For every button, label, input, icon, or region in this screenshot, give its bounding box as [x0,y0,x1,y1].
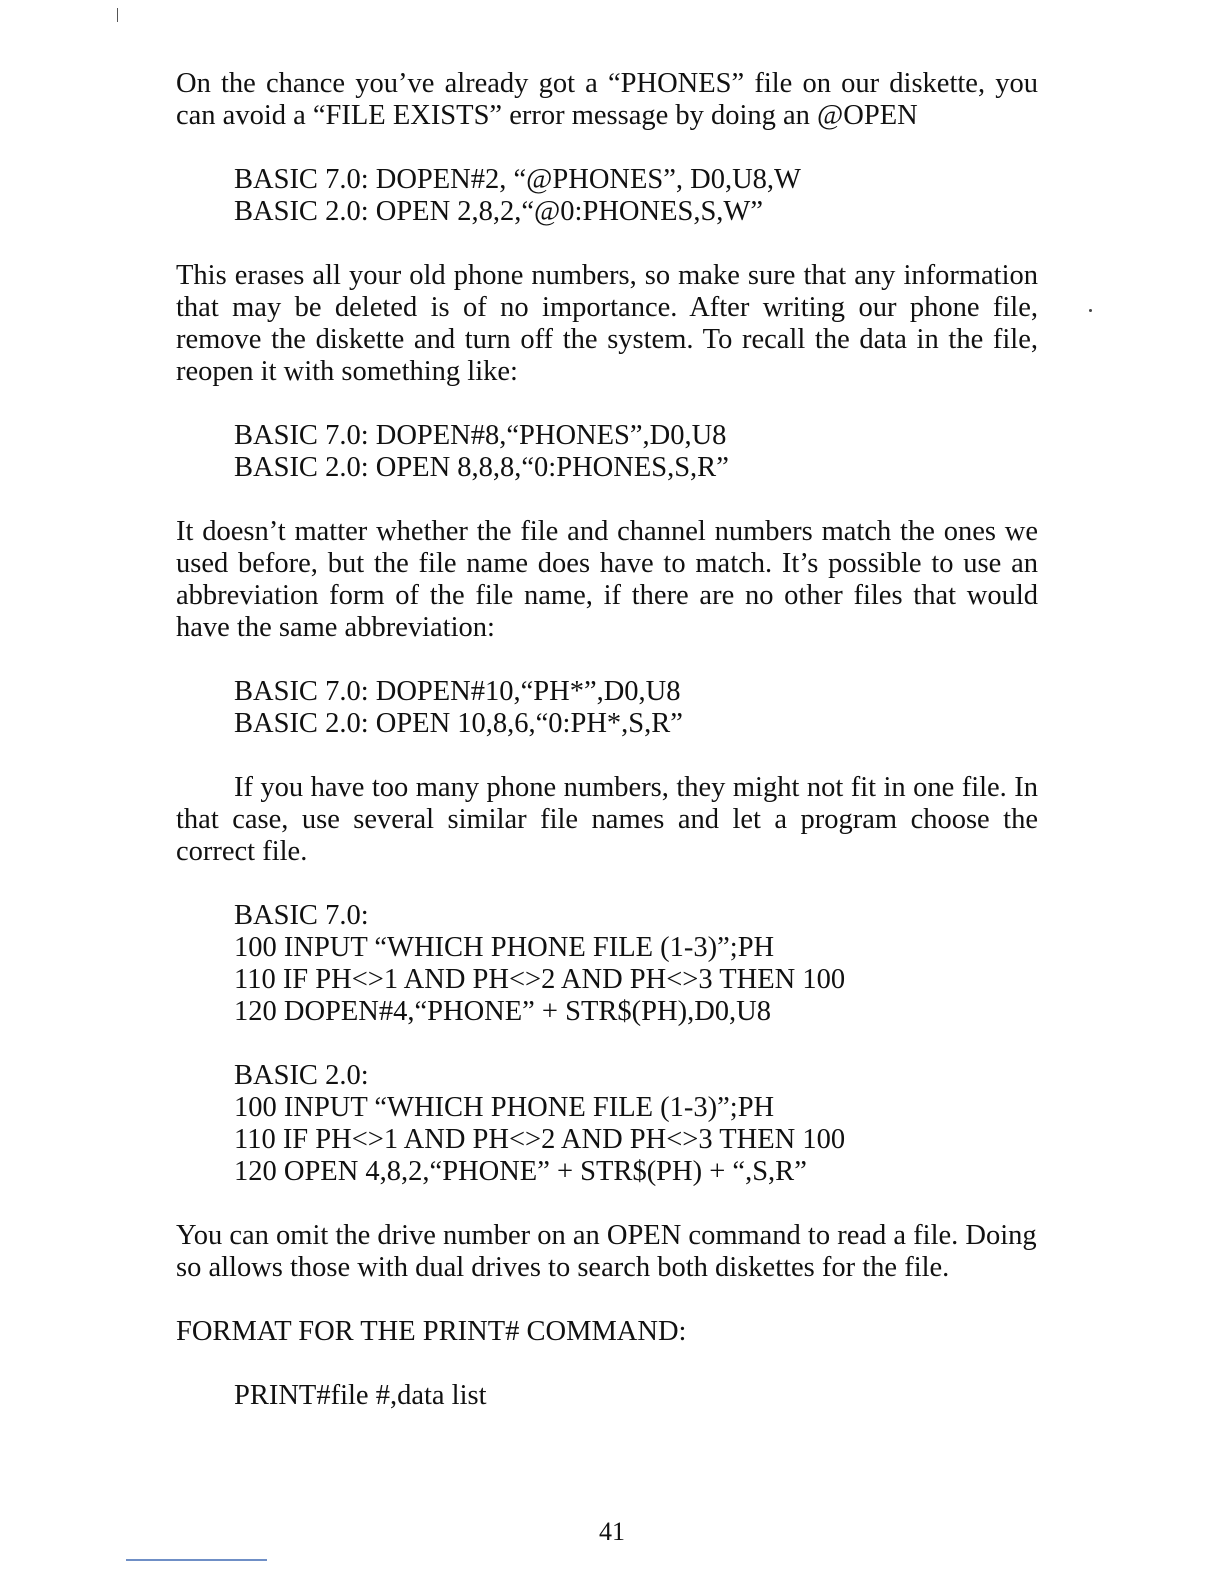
code-line: BASIC 7.0: DOPEN#2, “@PHONES”, D0,U8,W [234,164,801,195]
code-line: 120 OPEN 4,8,2,“PHONE” + STR$(PH) + “,S,R” [234,1156,807,1187]
code-block-basic7-program [176,900,1038,1028]
page-number: 41 [599,1517,625,1546]
code-block-abbreviation [176,676,1038,740]
paragraph-file-name-match: It doesn’t matter whether the file and channel numbers match the ones we used before, but the file name does have to match. It’s possible to use an abbreviation form of the file name, if there are no other files that would have the same abbreviation: [176,516,1038,643]
spacer [176,868,1038,900]
spacer [176,1284,1038,1316]
code-block-open-write [176,164,1038,228]
code-line: 100 INPUT “WHICH PHONE FILE (1-3)”;PH [234,932,775,963]
paragraph-many-numbers: If you have too many phone numbers, they might not fit in one file. In that case, use several similar file names and let a program choose the correct file. [176,772,1038,867]
code-block-print-format [176,1380,1038,1412]
code-line: BASIC 2.0: OPEN 8,8,8,“0:PHONES,S,R” [234,452,729,483]
scan-speck [1089,309,1092,312]
paragraph-omit-drive: You can omit the drive number on an OPEN command to read a file. Doing so allows those with dual drives to search both diskettes for the file. [176,1220,1037,1283]
margin-mark [117,8,118,22]
code-line: PRINT#file #,data list [234,1380,487,1411]
spacer [176,1188,1038,1220]
paragraph-phones-file: On the chance you’ve already got a “PHONES” file on our diskette, you can avoid a “FILE EXISTS” error message by doing an @OPEN [176,68,1038,131]
code-line: BASIC 7.0: DOPEN#10,“PH*”,D0,U8 [234,676,681,707]
code-line: 120 DOPEN#4,“PHONE” + STR$(PH),D0,U8 [234,996,771,1027]
code-line: BASIC 7.0: DOPEN#8,“PHONES”,D0,U8 [234,420,727,451]
spacer [176,132,1038,164]
code-line: BASIC 7.0: [234,900,369,931]
spacer [176,1028,1038,1060]
code-line: BASIC 2.0: OPEN 2,8,2,“@0:PHONES,S,W” [234,196,763,227]
footer-rule [126,1559,267,1561]
page-body [176,68,1038,1412]
section-heading-print-format: FORMAT FOR THE PRINT# COMMAND: [176,1316,687,1347]
code-block-basic2-program [176,1060,1038,1188]
spacer [176,388,1038,420]
paragraph-erases: This erases all your old phone numbers, so make sure that any information that may be deleted is of no importance. After writing our phone file, remove the diskette and turn off the system. To recall the data in the file, reopen it with something like: [176,260,1038,387]
code-line: BASIC 2.0: [234,1060,369,1091]
code-block-reopen [176,420,1038,484]
spacer [176,740,1038,772]
spacer [176,1348,1038,1380]
code-line: BASIC 2.0: OPEN 10,8,6,“0:PH*,S,R” [234,708,683,739]
code-line: 100 INPUT “WHICH PHONE FILE (1-3)”;PH [234,1092,775,1123]
spacer [176,484,1038,516]
spacer [176,644,1038,676]
code-line: 110 IF PH<>1 AND PH<>2 AND PH<>3 THEN 100 [234,1124,846,1155]
code-line: 110 IF PH<>1 AND PH<>2 AND PH<>3 THEN 100 [234,964,846,995]
spacer [176,228,1038,260]
